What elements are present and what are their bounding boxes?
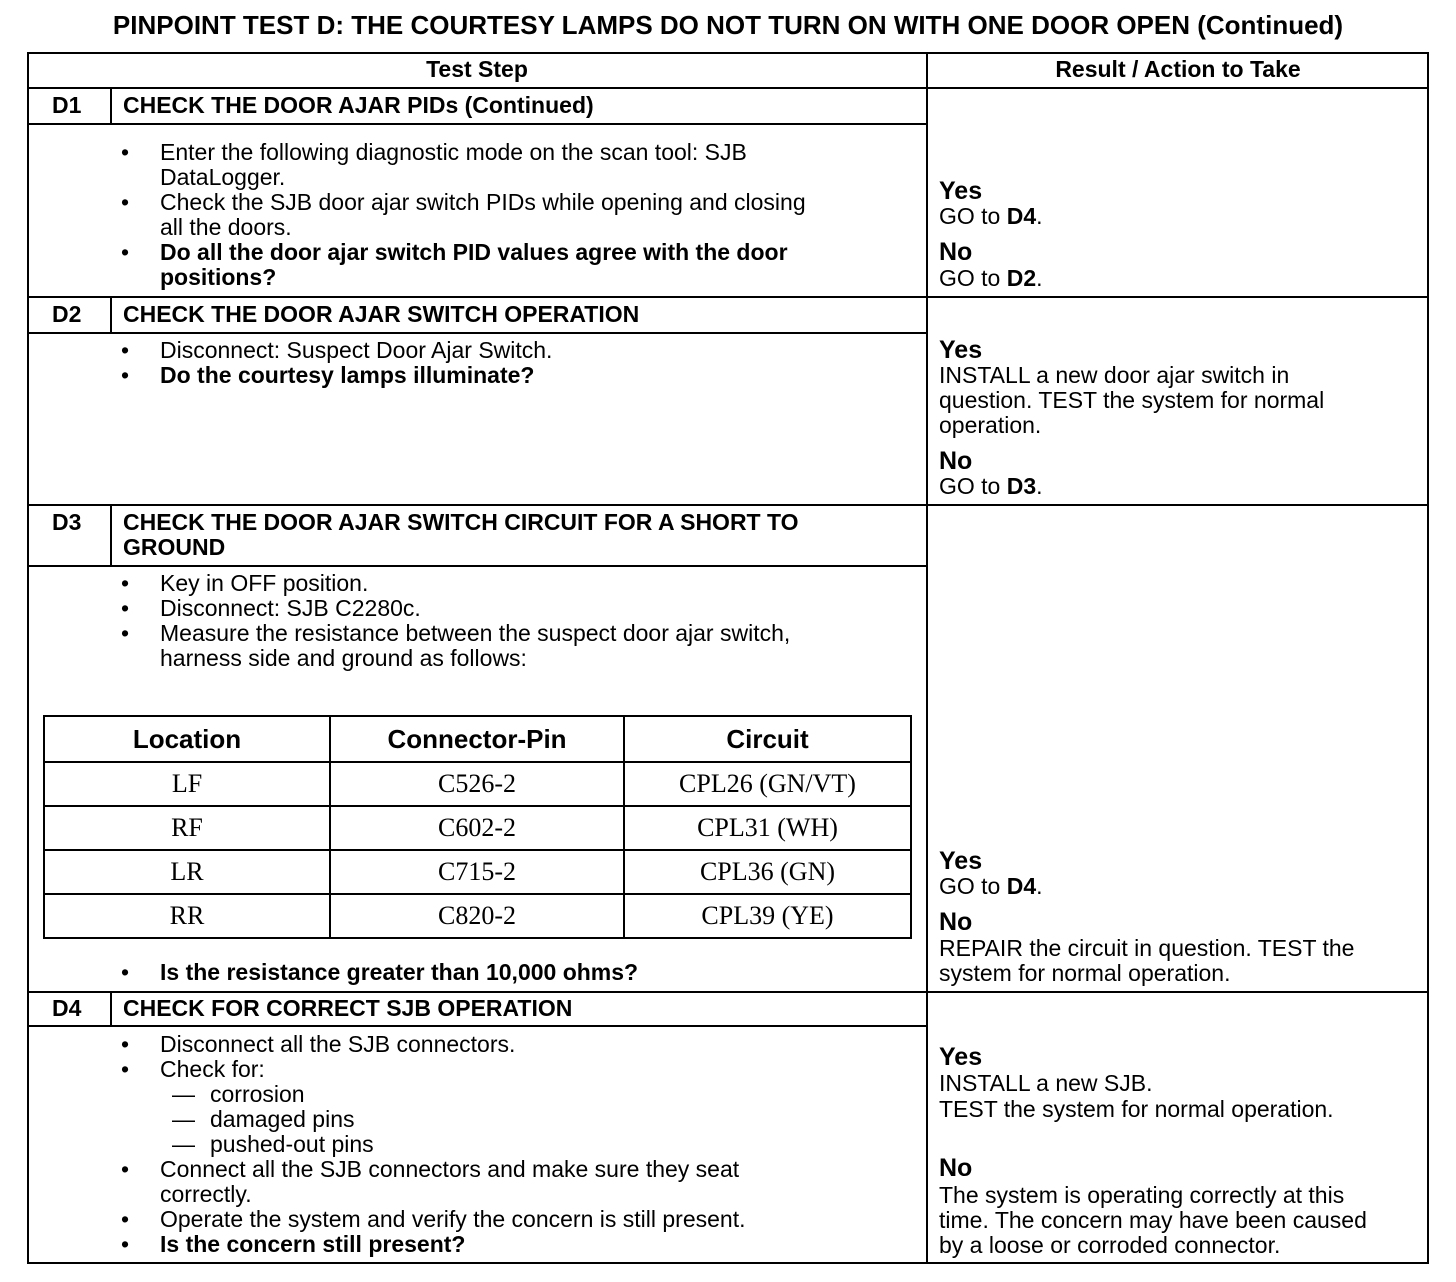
d3-bullet-3-line-1: Measure the resistance between the suspect door ajar switch, (160, 620, 791, 646)
cell-connector-pin: C526-2 (330, 762, 624, 806)
d2-yes-line-2: question. TEST the system for normal (939, 387, 1325, 413)
bullet: • (121, 239, 130, 265)
step-heading-d4: CHECK FOR CORRECT SJB OPERATION (123, 995, 573, 1021)
bullet: • (121, 362, 130, 388)
row-divider-d3 (27, 504, 1429, 506)
bullet: • (121, 1156, 130, 1182)
d1-question-line-1: Do all the door ajar switch PID values agree with the door (160, 239, 788, 265)
d4-sub-2: damaged pins (210, 1106, 355, 1132)
step-id-d1: D1 (52, 92, 82, 118)
table-row (44, 850, 911, 894)
row-divider-d2 (27, 296, 1429, 298)
d4-question: Is the concern still present? (160, 1231, 466, 1257)
dash: — (172, 1081, 195, 1107)
result-header: Result / Action to Take (1055, 56, 1301, 82)
d4-no-line-1: The system is operating correctly at this (939, 1182, 1345, 1208)
d2-no-label: No (939, 447, 973, 475)
bullet: • (121, 959, 130, 985)
d2-no-action: GO to D3. (939, 473, 1043, 499)
bullet: • (121, 570, 130, 596)
d3-heading-line (27, 565, 927, 567)
d4-no-line-3: by a loose or corroded connector. (939, 1232, 1281, 1258)
bullet: • (121, 337, 130, 363)
d4-bullet-3-line-1: Connect all the SJB connectors and make sure they seat (160, 1156, 740, 1182)
d3-no-line-1: REPAIR the circuit in question. TEST the (939, 935, 1355, 961)
connector-pin-table (43, 715, 912, 939)
row-divider-d4 (27, 991, 1429, 993)
d3-no-line-2: system for normal operation. (939, 960, 1231, 986)
cell-location: LR (44, 850, 330, 894)
bullet: • (121, 189, 130, 215)
d1-bullet-2-line-2: all the doors. (160, 214, 292, 240)
d2-id-divider (110, 296, 112, 333)
cell-circuit: CPL36 (GN) (624, 850, 911, 894)
d2-heading-line (27, 332, 927, 334)
d2-yes-line-1: INSTALL a new door ajar switch in (939, 362, 1290, 388)
dash: — (172, 1131, 195, 1157)
bullet: • (121, 1056, 130, 1082)
d4-no-label: No (939, 1154, 973, 1182)
column-header-circuit: Circuit (624, 716, 911, 762)
d1-no-ref: D2 (1006, 265, 1037, 291)
column-header-connector-pin: Connector-Pin (330, 716, 624, 762)
d4-bullet-1: Disconnect all the SJB connectors. (160, 1031, 516, 1057)
d2-yes-label: Yes (939, 336, 983, 364)
d4-bullet-2: Check for: (160, 1056, 265, 1082)
d1-id-divider (110, 87, 112, 124)
d3-no-label: No (939, 908, 973, 936)
d2-yes-line-3: operation. (939, 412, 1042, 438)
d3-yes-action: GO to D4. (939, 873, 1043, 899)
d1-bullet-1-line-2: DataLogger. (160, 164, 286, 190)
page-title: PINPOINT TEST D: THE COURTESY LAMPS DO NOT TURN ON WITH ONE DOOR OPEN (Continued) (112, 10, 1344, 40)
d3-yes-label: Yes (939, 847, 983, 875)
test-step-header: Test Step (426, 56, 528, 82)
cell-circuit: CPL39 (YE) (624, 894, 911, 938)
cell-connector-pin: C820-2 (330, 894, 624, 938)
d3-bullet-2: Disconnect: SJB C2280c. (160, 595, 421, 621)
d1-bullet-1-line-1: Enter the following diagnostic mode on the scan tool: SJB (160, 139, 747, 165)
d3-question: Is the resistance greater than 10,000 ohms? (160, 959, 639, 985)
d1-question-line-2: positions? (160, 264, 277, 290)
step-heading-d2: CHECK THE DOOR AJAR SWITCH OPERATION (123, 301, 640, 327)
d1-bullet-2-line-1: Check the SJB door ajar switch PIDs while opening and closing (160, 189, 806, 215)
d1-no-action: GO to D2. (939, 265, 1043, 291)
d2-no-ref: D3 (1006, 473, 1037, 499)
cell-connector-pin: C715-2 (330, 850, 624, 894)
table-row (44, 806, 911, 850)
step-heading-d3-line-1: CHECK THE DOOR AJAR SWITCH CIRCUIT FOR A SHORT TO (123, 509, 799, 535)
d4-heading-line (27, 1025, 927, 1027)
cell-location: RR (44, 894, 330, 938)
d4-sub-3: pushed-out pins (210, 1131, 374, 1157)
d4-yes-label: Yes (939, 1043, 983, 1071)
header-divider (27, 87, 1429, 89)
bullet: • (121, 620, 130, 646)
bullet: • (121, 139, 130, 165)
table-header-row (44, 716, 911, 762)
table-row (44, 894, 911, 938)
cell-connector-pin: C602-2 (330, 806, 624, 850)
d4-bullet-4: Operate the system and verify the concern is still present. (160, 1206, 746, 1232)
cell-circuit: CPL31 (WH) (624, 806, 911, 850)
d1-yes-action: GO to D4. (939, 203, 1043, 229)
d4-yes-line-1: INSTALL a new SJB. (939, 1070, 1153, 1096)
step-heading-d3-line-2: GROUND (123, 534, 226, 560)
d3-bullet-3-line-2: harness side and ground as follows: (160, 645, 527, 671)
bullet: • (121, 1206, 130, 1232)
d1-no-label: No (939, 238, 973, 266)
d4-yes-line-2: TEST the system for normal operation. (939, 1096, 1334, 1122)
d3-yes-ref: D4 (1006, 873, 1037, 899)
bullet: • (121, 1031, 130, 1057)
d4-sub-1: corrosion (210, 1081, 305, 1107)
cell-circuit: CPL26 (GN/VT) (624, 762, 911, 806)
dash: — (172, 1106, 195, 1132)
d4-id-divider (110, 991, 112, 1026)
d2-question: Do the courtesy lamps illuminate? (160, 362, 535, 388)
d3-bullet-1: Key in OFF position. (160, 570, 369, 596)
step-id-d4: D4 (52, 995, 82, 1021)
column-divider (926, 52, 928, 1264)
d4-no-line-2: time. The concern may have been caused (939, 1207, 1367, 1233)
bullet: • (121, 595, 130, 621)
column-header-location: Location (44, 716, 330, 762)
step-heading-d1: CHECK THE DOOR AJAR PIDs (Continued) (123, 92, 594, 118)
d4-bullet-3-line-2: correctly. (160, 1181, 252, 1207)
d2-bullet-1: Disconnect: Suspect Door Ajar Switch. (160, 337, 553, 363)
d1-heading-line (27, 123, 927, 125)
d3-id-divider (110, 504, 112, 566)
cell-location: RF (44, 806, 330, 850)
step-id-d3: D3 (52, 509, 82, 535)
d1-yes-label: Yes (939, 177, 983, 205)
bullet: • (121, 1231, 130, 1257)
table-row (44, 762, 911, 806)
d1-yes-ref: D4 (1006, 203, 1037, 229)
cell-location: LF (44, 762, 330, 806)
step-id-d2: D2 (52, 301, 82, 327)
